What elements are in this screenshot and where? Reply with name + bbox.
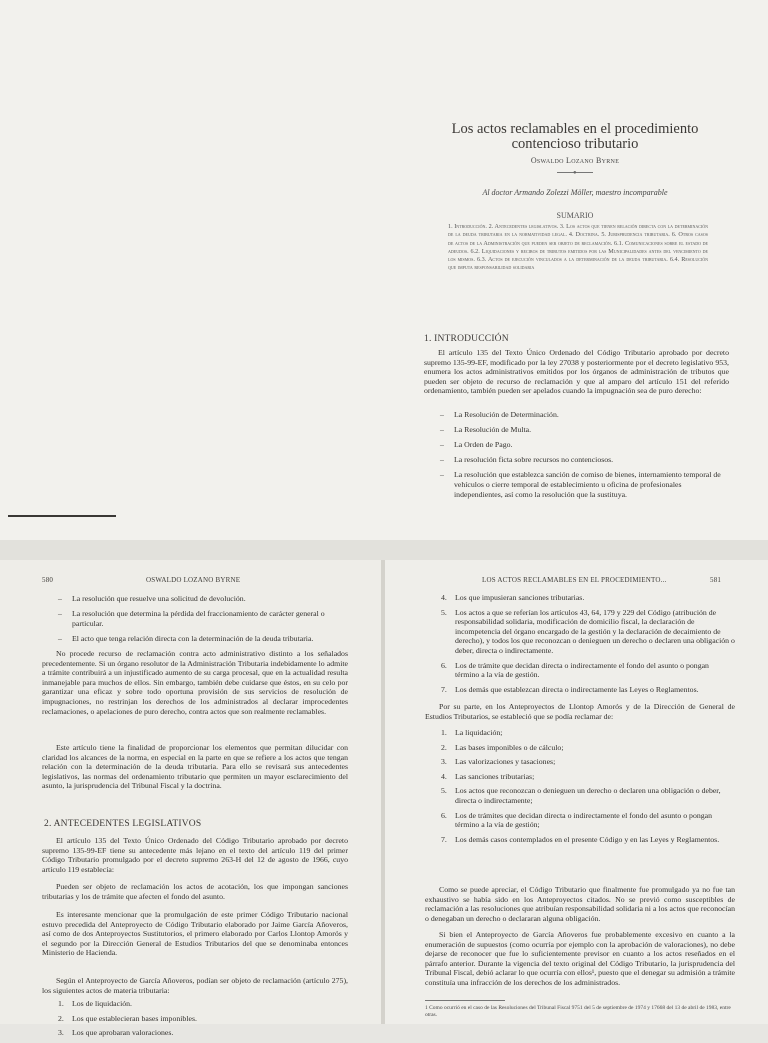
page-number: 580: [42, 576, 54, 584]
page-left-580: [0, 560, 381, 1038]
paragraph: Según el Anteproyecto de García Añoveros, podían ser objeto de reclamación (artículo 275), los siguientes actos de materia tributaria:: [42, 976, 348, 995]
quote-paragraph: Pueden ser objeto de reclamación los actos de acotación, los que impongan sanciones tributarias y los de trámite que afecten el fondo del asunto.: [42, 882, 348, 901]
list-item: 6. Los de trámites que decidan directa o indirectamente el fondo del asunto o pongan término a la vía de gestión;: [441, 810, 712, 830]
page-number: 581: [710, 576, 722, 584]
list-item: 3. Las valorizaciones y tasaciones;: [441, 757, 556, 767]
running-head: OSWALDO LOZANO BYRNE: [146, 576, 241, 584]
paragraph: Es interesante mencionar que la promulgación de este primer Código Tributario nacional estuvo precedida del Anteproyecto de Código Tributario elaborado por Jaime García Añoveros, así como de dos Anteproyectos Sustitutorios, el primero elaborado por Carlos Llontop Amorós y el segundo por la Dirección General de Estudios Tributarios del que se denominaba entonces Ministerio de Hacienda.: [42, 910, 348, 958]
list-item: – La resolución que resuelve una solicitud de devolución.: [58, 594, 348, 604]
list-item: 7. Los demás que establezcan directa o indirectamente las Leyes o Reglamentos.: [441, 684, 699, 694]
intro-act-list: [440, 410, 730, 505]
list-item: – El acto que tenga relación directa con la determinación de la deuda tributaria.: [58, 634, 348, 644]
list-item: 3. Los que aprobaran valoraciones.: [58, 1028, 174, 1038]
title-line-2: contencioso tributario: [511, 136, 639, 152]
list-item: – La resolución que determina la pérdida del fraccionamiento de carácter general o particular.: [58, 609, 348, 628]
list-item: – La Orden de Pago.: [440, 440, 730, 450]
left-numbered-list: [58, 999, 348, 1043]
paragraph: Este artículo tiene la finalidad de proporcionar los elementos que permitan dilucidar con claridad los alcances de la norma, en especial en la parte en que se refiere a los actos que tengan relación con la determinación de la deuda tributaria. Para ello se revisará sus antecedentes legislativos, las normas del ordenamiento tributario que permiten un mayor esclarecimiento del asunto, la jurisprudencia del Tribunal Fiscal y la doctrina.: [42, 743, 348, 791]
list-item: 2. Los que establecieran bases imponibles.: [58, 1013, 197, 1023]
list-item: – La resolución ficta sobre recursos no contenciosos.: [440, 455, 730, 465]
paragraph: Como se puede apreciar, el Código Tributario que finalmente fue promulgado ya no fue tan exhaustivo se había sido en los Anteproyectos citados. No se previó como susceptibles de reclamación a las resoluciones que atribuían responsabilidad solidaria ni a los actos que reconocían o denegaban un derecho o declararan alguna obligación.: [425, 885, 735, 923]
ornament-dot: ●: [573, 170, 577, 176]
list-item: – La resolución que establezca sanción de comiso de bienes, internamiento temporal de vehículos o cierre temporal de establecimiento u oficina de profesionales independientes, así como la resolución que la sustituya.: [440, 470, 730, 499]
right-numbered-list-1: [441, 593, 735, 699]
list-item: 7. Los demás casos contemplados en el presente Código y en las Leyes y Reglamentos.: [441, 834, 720, 844]
page-edge-mark: [8, 515, 116, 517]
page-divider: [0, 540, 768, 560]
paragraph: Si bien el Anteproyecto de García Añoveros fue probablemente excesivo en cuanto a la enumeración de supuestos (como ocurría por ejemplo con la aprobación de valoraciones), no debe dejarse de reconocer que fue lo suficientemente previsor en cuanto a los actos reseñados en el párrafo anterior. Durante la vigencia del texto original del Código Tributario, la jurisprudencia del Tribunal Fiscal, debió aclarar lo que ocurría con ellos¹, puesto que el denegar su admisión a trámite constituía una infracción de los derechos de los administrados.: [425, 930, 735, 987]
list-item: 6. Los de trámite que decidan directa o indirectamente el fondo del asunto o pongan término a la vía de gestión.: [441, 660, 709, 680]
paragraph: El artículo 135 del Texto Único Ordenado del Código Tributario aprobado por decreto supremo 135-99-EF tiene su antecedente más lejano en el texto del artículo 119 del primer Código Tributario promulgado por el decreto supremo 263-H del 12 de agosto de 1966, cuyo artículo 119 establecía:: [42, 836, 348, 874]
intro-paragraph: El artículo 135 del Texto Único Ordenado del Código Tributario aprobado por decreto supremo 135-99-EF, modificado por la ley 27038 y posteriormente por el decreto legislativo 953, enumera los actos administrativos emitidos por los órganos de administración de tributos que pueden ser objeto de recurso de reclamación y que al amparo del artículo 151 del referido ordenamiento, también pueden ser apelados cuando la impugnación sea de puro derecho:: [424, 348, 729, 396]
section-heading-introduccion: 1. INTRODUCCIÓN: [424, 334, 509, 344]
list-item: 5. Los actos que reconozcan o denieguen un derecho o declaren una obligación o deber, directa o indirectamente;: [441, 786, 721, 805]
page-right-581: [385, 560, 768, 1024]
footnote-rule: [425, 1000, 505, 1001]
title-line-1: Los actos reclamables en el procedimiento: [451, 121, 699, 137]
paragraph: No procede recurso de reclamación contra acto administrativo distinto a los señalados precedentemente. Si un órgano resolutor de la Administración Tributaria indebidamente lo admite a trámite contribuirá a un injustificado aumento de su carga procesal, que en la actualidad resulta inmanejable para muchos de ellos. Sin embargo, también debe cuidarse que éstos, en su celo por garantizar una eficaz y sobre todo oportuna provisión de sus servicios de resolución de impugnaciones, no restrinjan los derechos de los administrados al declarar improcedentes reclamaciones, o apelaciones de puro derecho, contra actos que son realmente reclamables.: [42, 649, 348, 716]
list-item: – La Resolución de Multa.: [440, 425, 730, 435]
list-item: 5. Los actos a que se referían los artículos 43, 64, 179 y 229 del Código (atribución de responsabilidad solidaria, modificación de domicilio fiscal, la declaración de incompetencia del órgano encargado de la gestión y la declaración de decaimiento de derecho), y todos los que reconozcan o denieguen un derecho o declaren una obligación o deber, directa o indirectamente.: [441, 607, 735, 655]
list-item: 1. Los de liquidación.: [58, 999, 132, 1008]
sumario-text: 1. Introducción. 2. Antecedentes legislativos. 3. Los actos que tienen relación directa con la determinación de la deuda tributaria en la normatividad legal. 4. Doctrina. 5. Jurisprudencia tributaria. 6. Otros casos de actos de la Administración que pueden ser objeto de reclamación. 6.1. Comunicaciones sobre el estado de adeudos. 6.2. Liquidaciones y recibos de tributos emitidos por las Municipalidades antes del vencimiento de los mismos. 6.3. Actos de ejecución vinculados a la determinación de la deuda tributaria. 6.4. Resolución que imputa responsabilidad solidaria: [448, 223, 708, 272]
footnote: 1 Como ocurrió en el caso de las Resoluciones del Tribunal Fiscal 9751 del 5 de septiembre de 1974 y 17668 del 13 de abril de 1983, entre otras.: [425, 1005, 731, 1018]
list-item: 4. Los que impusieran sanciones tributarias.: [441, 593, 585, 602]
sumario-heading: SUMARIO: [556, 211, 594, 220]
list-item: – La Resolución de Determinación.: [440, 410, 730, 420]
article-title: [420, 122, 730, 152]
author-name: Oswaldo Lozano Byrne: [530, 156, 620, 165]
right-numbered-list-2: [441, 728, 735, 849]
paragraph: Por su parte, en los Anteproyectos de Llontop Amorós y de la Dirección de General de Estudios Tributarios, se estableció que se podía reclamar de:: [425, 702, 735, 721]
section-heading-antecedentes: 2. ANTECEDENTES LEGISLATIVOS: [44, 819, 202, 829]
left-act-list: [58, 594, 348, 649]
list-item: 2. Las bases imponibles o de cálculo;: [441, 742, 564, 752]
running-head: LOS ACTOS RECLAMABLES EN EL PROCEDIMIENTO...: [482, 576, 667, 584]
list-item: 4. Las sanciones tributarias;: [441, 771, 535, 781]
dedication: Al doctor Armando Zolezzi Möller, maestro incomparable: [482, 188, 668, 197]
list-item: 1. La liquidación;: [441, 728, 503, 737]
